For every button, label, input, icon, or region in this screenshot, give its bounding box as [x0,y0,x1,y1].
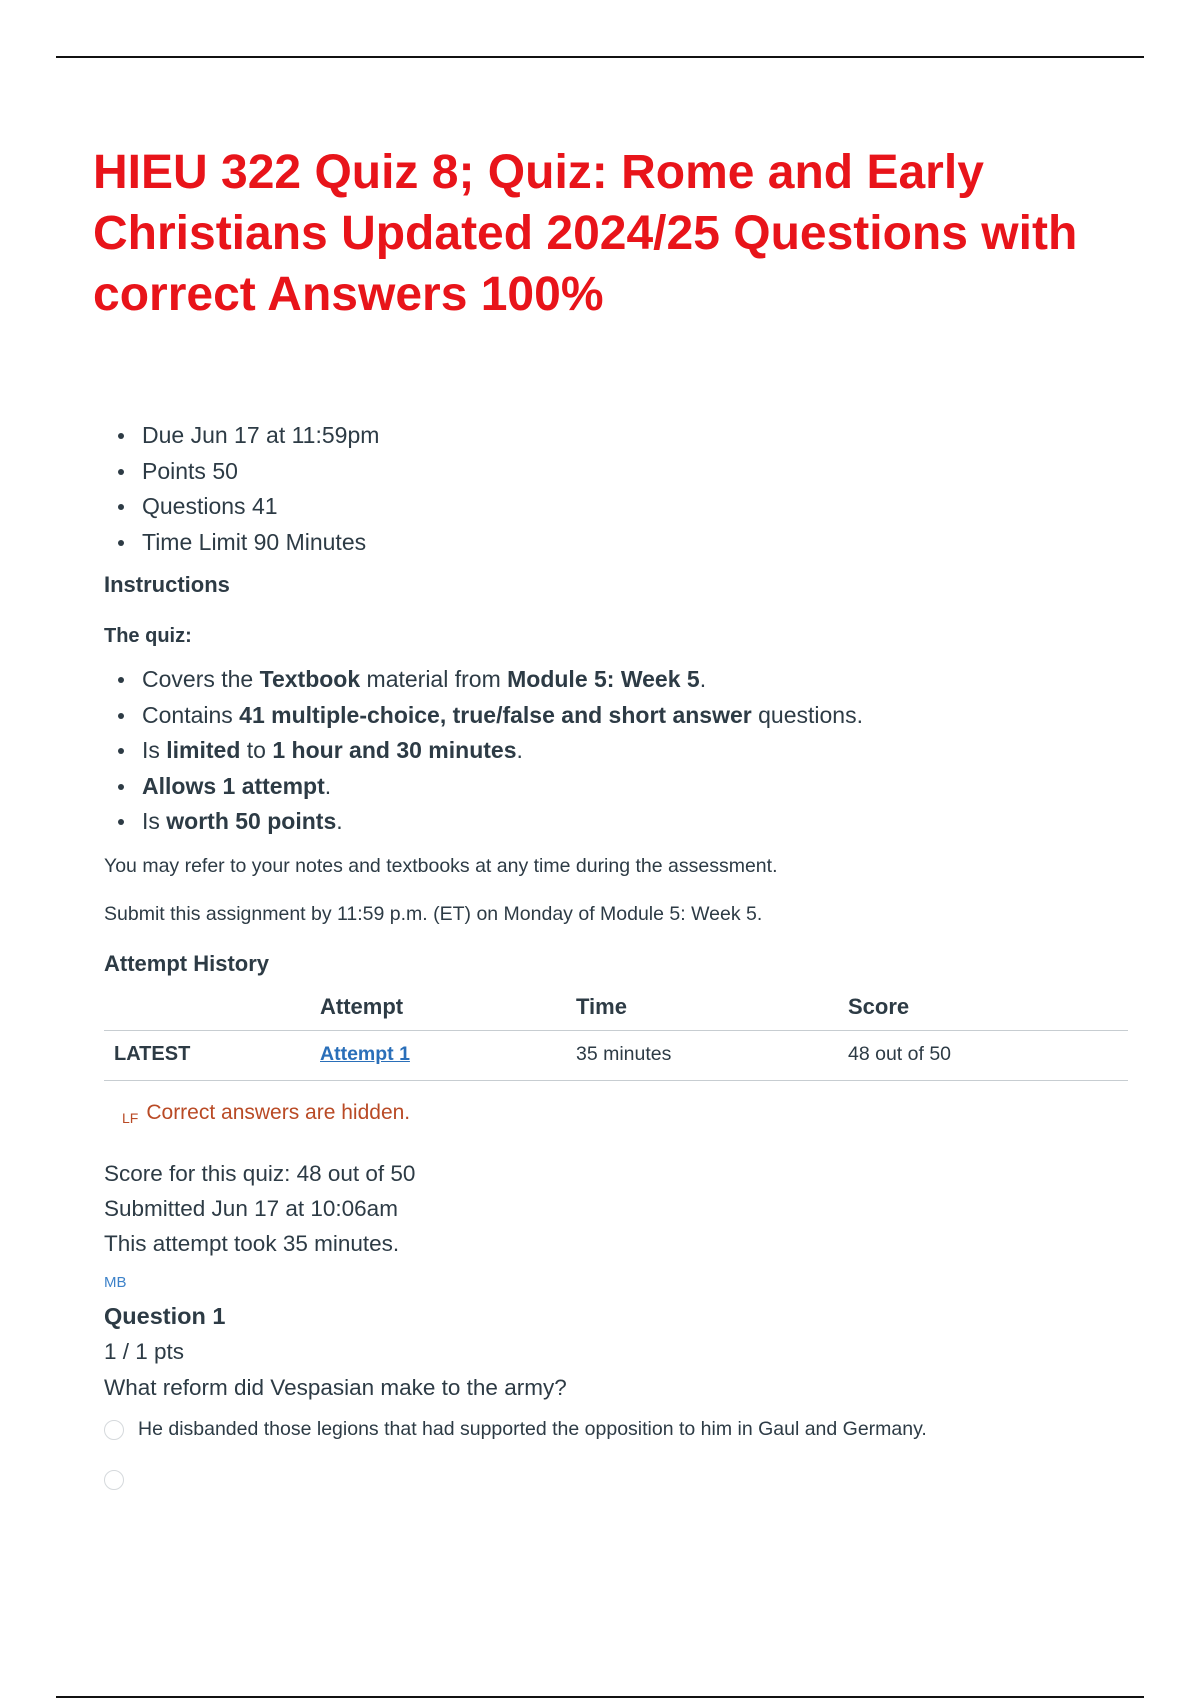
quiz-content [104,418,1134,1495]
detail-time-limit: Time Limit 90 Minutes [142,525,1134,561]
column-header: Time [566,988,838,1031]
answer-radio[interactable] [104,1420,124,1440]
rule-item: Contains 41 multiple-choice, true/false and short answer questions. [142,698,1134,734]
quiz-subheading: The quiz: [104,625,192,647]
page-title: HIEU 322 Quiz 8; Quiz: Rome and Early Christians Updated 2024/25 Questions with correct Answers 100% [93,146,1078,321]
rule-item: Covers the Textbook material from Module 5: Week 5. [142,662,1134,698]
notes-paragraph: You may refer to your notes and textbooks at any time during the assessment. [104,854,778,877]
question-text: What reform did Vespasian make to the army? [104,1374,567,1400]
submit-paragraph: Submit this assignment by 11:59 p.m. (ET) on Monday of Module 5: Week 5. [104,902,763,925]
answer-radio[interactable] [104,1470,124,1490]
question-points: 1 / 1 pts [104,1338,185,1364]
quiz-details-list [104,418,1134,560]
rule-item: Is worth 50 points. [142,804,1134,840]
quiz-rules-list [104,662,1134,840]
rule-item: Is limited to 1 hour and 30 minutes. [142,733,1134,769]
table-row [104,1030,1128,1080]
top-rule [56,56,1144,58]
table-header-row [104,988,1128,1031]
attempt-1-link[interactable]: Attempt 1 [320,1042,410,1065]
detail-points: Points 50 [142,454,1134,490]
bottom-rule [56,1696,1144,1698]
detail-due: Due Jun 17 at 11:59pm [142,418,1134,454]
score-summary: Score for this quiz: 48 out of 50 Submitted Jun 17 at 10:06am This attempt took 35 minutes. [104,1160,416,1256]
lf-annotation: LF [122,1109,139,1126]
attempt-history-table [104,988,1128,1081]
latest-label: LATEST [104,1030,310,1080]
answers-hidden-notice [122,1099,1134,1132]
rule-item: Allows 1 attempt. [142,769,1134,805]
answer-label: He disbanded those legions that had supported the opposition to him in Gaul and Germany. [138,1418,927,1440]
detail-questions: Questions 41 [142,489,1134,525]
mb-annotation: MB [104,1273,127,1291]
attempt-cell [310,1030,566,1080]
instructions-heading: Instructions [104,572,230,597]
answer-option [104,1465,1134,1495]
answer-option [104,1415,1134,1445]
question-title: Question 1 [104,1302,226,1329]
score-cell: 48 out of 50 [838,1030,1128,1080]
answers-hidden-text: Correct answers are hidden. [146,1100,411,1124]
column-header: Attempt [310,988,566,1031]
column-header: Score [838,988,1128,1031]
time-cell: 35 minutes [566,1030,838,1080]
column-header [104,988,310,1031]
attempt-history-heading: Attempt History [104,950,270,976]
